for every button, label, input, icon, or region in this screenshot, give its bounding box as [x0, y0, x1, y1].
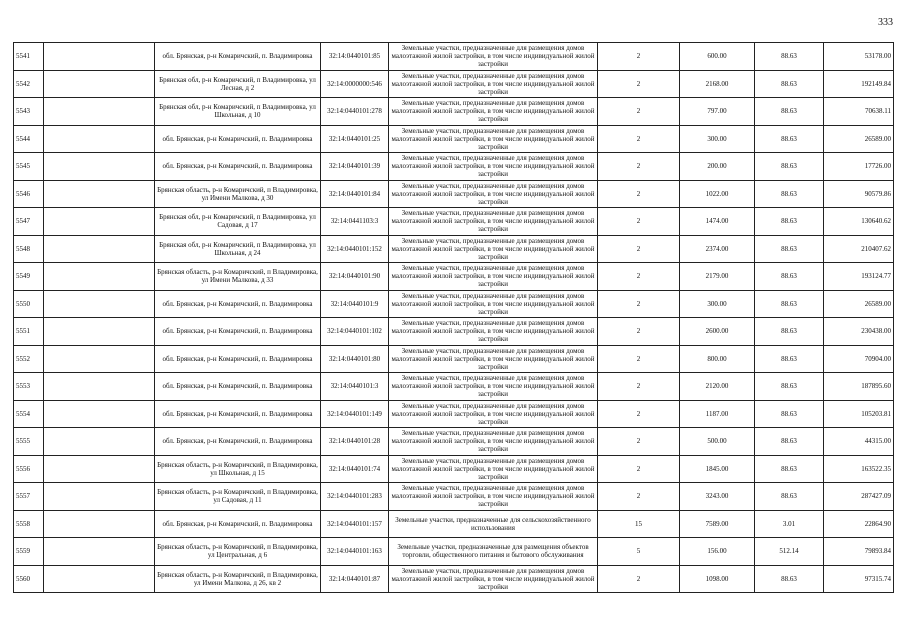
land-use-group-cell: 2	[598, 455, 680, 483]
table-row	[14, 565, 894, 593]
cadastral-number-cell: 32:14:0440101:84	[321, 180, 389, 208]
cadastral-value-cell: 193124.77	[824, 263, 894, 291]
table-row	[14, 455, 894, 483]
land-use-group-cell: 2	[598, 428, 680, 456]
table-row	[14, 43, 894, 71]
land-use-group-cell: 2	[598, 208, 680, 236]
cadastral-value-cell: 70638.11	[824, 98, 894, 126]
address-cell: обл. Брянская, р-н Комаричский, п. Владимировка	[155, 153, 321, 181]
cadastral-number-cell: 32:14:0440101:3	[321, 373, 389, 401]
spacer-cell	[44, 538, 155, 566]
cadastral-value-cell: 163522.35	[824, 455, 894, 483]
land-use-cell: Земельные участки, предназначенные для размещения домов малоэтажной жилой застройки, в том числе индивидуальной жилой застройки	[389, 373, 598, 401]
specific-value-cell: 512.14	[755, 538, 824, 566]
cadastral-value-cell: 53178.00	[824, 43, 894, 71]
land-use-group-cell: 2	[598, 483, 680, 511]
spacer-cell	[44, 290, 155, 318]
address-cell: Брянская область, р-н Комаричский, п Владимировка, ул Школьная, д 15	[155, 455, 321, 483]
cadastral-number-cell: 32:14:0440101:28	[321, 428, 389, 456]
address-cell: Брянская область, р-н Комаричский, п Владимировка, ул Центральная, д 6	[155, 538, 321, 566]
specific-value-cell: 88.63	[755, 318, 824, 346]
area-cell: 3243.00	[680, 483, 755, 511]
land-use-group-cell: 2	[598, 70, 680, 98]
cadastral-value-cell: 187895.60	[824, 373, 894, 401]
land-use-cell: Земельные участки, предназначенные для размещения домов малоэтажной жилой застройки, в том числе индивидуальной жилой застройки	[389, 70, 598, 98]
area-cell: 797.00	[680, 98, 755, 126]
row-number: 5543	[14, 98, 44, 126]
specific-value-cell: 88.63	[755, 483, 824, 511]
cadastral-number-cell: 32:14:0440101:9	[321, 290, 389, 318]
cadastral-number-cell: 32:14:0441103:3	[321, 208, 389, 236]
row-number: 5550	[14, 290, 44, 318]
table-row	[14, 208, 894, 236]
spacer-cell	[44, 263, 155, 291]
address-cell: обл. Брянская, р-н Комаричский, п. Владимировка	[155, 373, 321, 401]
spacer-cell	[44, 153, 155, 181]
page-number: 333	[878, 17, 893, 28]
land-use-cell: Земельные участки, предназначенные для размещения домов малоэтажной жилой застройки, в том числе индивидуальной жилой застройки	[389, 428, 598, 456]
cadastral-number-cell: 32:14:0440101:90	[321, 263, 389, 291]
land-use-group-cell: 2	[598, 565, 680, 593]
row-number: 5553	[14, 373, 44, 401]
specific-value-cell: 88.63	[755, 263, 824, 291]
spacer-cell	[44, 43, 155, 71]
land-use-cell: Земельные участки, предназначенные для размещения домов малоэтажной жилой застройки, в том числе индивидуальной жилой застройки	[389, 43, 598, 71]
cadastral-number-cell: 32:14:0440101:157	[321, 510, 389, 538]
row-number: 5558	[14, 510, 44, 538]
area-cell: 7589.00	[680, 510, 755, 538]
cadastral-number-cell: 32:14:0440101:85	[321, 43, 389, 71]
specific-value-cell: 88.63	[755, 98, 824, 126]
address-cell: обл. Брянская, р-н Комаричский, п. Владимировка	[155, 510, 321, 538]
address-cell: обл. Брянская, р-н Комаричский, п. Владимировка	[155, 428, 321, 456]
cadastral-value-cell: 210407.62	[824, 235, 894, 263]
area-cell: 2600.00	[680, 318, 755, 346]
cadastral-value-cell: 70904.00	[824, 345, 894, 373]
table-row	[14, 180, 894, 208]
spacer-cell	[44, 180, 155, 208]
row-number: 5554	[14, 400, 44, 428]
row-number: 5555	[14, 428, 44, 456]
area-cell: 2168.00	[680, 70, 755, 98]
land-use-cell: Земельные участки, предназначенные для размещения объектов торговли, общественного питания и бытового обслуживания	[389, 538, 598, 566]
row-number: 5557	[14, 483, 44, 511]
cadastral-value-table	[13, 42, 894, 593]
spacer-cell	[44, 345, 155, 373]
specific-value-cell: 88.63	[755, 565, 824, 593]
land-use-cell: Земельные участки, предназначенные для размещения домов малоэтажной жилой застройки, в том числе индивидуальной жилой застройки	[389, 345, 598, 373]
spacer-cell	[44, 208, 155, 236]
table-row	[14, 263, 894, 291]
specific-value-cell: 88.63	[755, 208, 824, 236]
land-use-group-cell: 2	[598, 125, 680, 153]
table-row	[14, 510, 894, 538]
row-number: 5547	[14, 208, 44, 236]
land-use-group-cell: 2	[598, 98, 680, 126]
specific-value-cell: 88.63	[755, 373, 824, 401]
address-cell: Брянская область, р-н Комаричский, п Владимировка, ул Имени Малкова, д 26, кв 2	[155, 565, 321, 593]
land-use-cell: Земельные участки, предназначенные для размещения домов малоэтажной жилой застройки, в том числе индивидуальной жилой застройки	[389, 263, 598, 291]
address-cell: Брянская область, р-н Комаричский, п Владимировка, ул Имени Малкова, д 30	[155, 180, 321, 208]
table-row	[14, 125, 894, 153]
row-number: 5559	[14, 538, 44, 566]
specific-value-cell: 88.63	[755, 125, 824, 153]
land-use-group-cell: 2	[598, 153, 680, 181]
spacer-cell	[44, 455, 155, 483]
area-cell: 1098.00	[680, 565, 755, 593]
row-number: 5545	[14, 153, 44, 181]
row-number: 5542	[14, 70, 44, 98]
specific-value-cell: 88.63	[755, 235, 824, 263]
area-cell: 2374.00	[680, 235, 755, 263]
area-cell: 1022.00	[680, 180, 755, 208]
land-use-cell: Земельные участки, предназначенные для размещения домов малоэтажной жилой застройки, в том числе индивидуальной жилой застройки	[389, 98, 598, 126]
area-cell: 1187.00	[680, 400, 755, 428]
specific-value-cell: 88.63	[755, 153, 824, 181]
area-cell: 600.00	[680, 43, 755, 71]
spacer-cell	[44, 125, 155, 153]
area-cell: 800.00	[680, 345, 755, 373]
cadastral-number-cell: 32:14:0000000:546	[321, 70, 389, 98]
land-use-cell: Земельные участки, предназначенные для размещения домов малоэтажной жилой застройки, в том числе индивидуальной жилой застройки	[389, 483, 598, 511]
spacer-cell	[44, 373, 155, 401]
land-use-cell: Земельные участки, предназначенные для сельскохозяйственного использования	[389, 510, 598, 538]
land-use-cell: Земельные участки, предназначенные для размещения домов малоэтажной жилой застройки, в том числе индивидуальной жилой застройки	[389, 153, 598, 181]
land-use-cell: Земельные участки, предназначенные для размещения домов малоэтажной жилой застройки, в том числе индивидуальной жилой застройки	[389, 235, 598, 263]
table-row	[14, 400, 894, 428]
cadastral-number-cell: 32:14:0440101:283	[321, 483, 389, 511]
table-row	[14, 235, 894, 263]
area-cell: 1474.00	[680, 208, 755, 236]
cadastral-value-cell: 44315.00	[824, 428, 894, 456]
land-use-group-cell: 2	[598, 373, 680, 401]
land-use-group-cell: 5	[598, 538, 680, 566]
land-use-cell: Земельные участки, предназначенные для размещения домов малоэтажной жилой застройки, в том числе индивидуальной жилой застройки	[389, 318, 598, 346]
land-use-group-cell: 2	[598, 43, 680, 71]
table-row	[14, 153, 894, 181]
cadastral-value-cell: 105203.81	[824, 400, 894, 428]
cadastral-number-cell: 32:14:0440101:102	[321, 318, 389, 346]
spacer-cell	[44, 483, 155, 511]
land-use-group-cell: 2	[598, 290, 680, 318]
cadastral-value-cell: 26589.00	[824, 125, 894, 153]
cadastral-number-cell: 32:14:0440101:278	[321, 98, 389, 126]
address-cell: обл. Брянская, р-н Комаричский, п. Владимировка	[155, 345, 321, 373]
table-row	[14, 483, 894, 511]
cadastral-value-cell: 97315.74	[824, 565, 894, 593]
spacer-cell	[44, 510, 155, 538]
cadastral-value-cell: 26589.00	[824, 290, 894, 318]
table-row	[14, 318, 894, 346]
area-cell: 300.00	[680, 125, 755, 153]
area-cell: 2120.00	[680, 373, 755, 401]
address-cell: обл. Брянская, р-н Комаричский, п. Владимировка	[155, 400, 321, 428]
address-cell: обл. Брянская, р-н Комаричский, п. Владимировка	[155, 43, 321, 71]
area-cell: 300.00	[680, 290, 755, 318]
cadastral-number-cell: 32:14:0440101:152	[321, 235, 389, 263]
land-use-group-cell: 2	[598, 318, 680, 346]
row-number: 5541	[14, 43, 44, 71]
table-row	[14, 345, 894, 373]
cadastral-value-cell: 90579.86	[824, 180, 894, 208]
table-row	[14, 428, 894, 456]
table-row	[14, 290, 894, 318]
specific-value-cell: 88.63	[755, 70, 824, 98]
row-number: 5551	[14, 318, 44, 346]
row-number: 5552	[14, 345, 44, 373]
land-use-group-cell: 2	[598, 400, 680, 428]
specific-value-cell: 88.63	[755, 43, 824, 71]
spacer-cell	[44, 70, 155, 98]
land-use-group-cell: 2	[598, 263, 680, 291]
address-cell: Брянская обл, р-н Комаричский, п Владимировка, ул Школьная, д 10	[155, 98, 321, 126]
cadastral-number-cell: 32:14:0440101:80	[321, 345, 389, 373]
address-cell: обл. Брянская, р-н Комаричский, п. Владимировка	[155, 318, 321, 346]
cadastral-value-cell: 22864.90	[824, 510, 894, 538]
land-use-group-cell: 2	[598, 180, 680, 208]
land-use-cell: Земельные участки, предназначенные для размещения домов малоэтажной жилой застройки, в том числе индивидуальной жилой застройки	[389, 290, 598, 318]
spacer-cell	[44, 235, 155, 263]
land-use-group-cell: 15	[598, 510, 680, 538]
specific-value-cell: 88.63	[755, 180, 824, 208]
address-cell: обл. Брянская, р-н Комаричский, п. Владимировка	[155, 125, 321, 153]
cadastral-number-cell: 32:14:0440101:87	[321, 565, 389, 593]
land-use-cell: Земельные участки, предназначенные для размещения домов малоэтажной жилой застройки, в том числе индивидуальной жилой застройки	[389, 208, 598, 236]
row-number: 5546	[14, 180, 44, 208]
cadastral-number-cell: 32:14:0440101:25	[321, 125, 389, 153]
spacer-cell	[44, 428, 155, 456]
area-cell: 156.00	[680, 538, 755, 566]
land-use-cell: Земельные участки, предназначенные для размещения домов малоэтажной жилой застройки, в том числе индивидуальной жилой застройки	[389, 455, 598, 483]
area-cell: 500.00	[680, 428, 755, 456]
cadastral-value-cell: 130640.62	[824, 208, 894, 236]
area-cell: 200.00	[680, 153, 755, 181]
spacer-cell	[44, 400, 155, 428]
table-row	[14, 98, 894, 126]
address-cell: Брянская область, р-н Комаричский, п Владимировка, ул Садовая, д 11	[155, 483, 321, 511]
row-number: 5544	[14, 125, 44, 153]
table-row	[14, 70, 894, 98]
table-row	[14, 373, 894, 401]
cadastral-value-cell: 230438.00	[824, 318, 894, 346]
address-cell: Брянская область, р-н Комаричский, п Владимировка, ул Имени Малкова, д 33	[155, 263, 321, 291]
spacer-cell	[44, 98, 155, 126]
address-cell: обл. Брянская, р-н Комаричский, п. Владимировка	[155, 290, 321, 318]
address-cell: Брянская обл, р-н Комаричский, п Владимировка, ул Лесная, д 2	[155, 70, 321, 98]
specific-value-cell: 88.63	[755, 290, 824, 318]
area-cell: 2179.00	[680, 263, 755, 291]
cadastral-number-cell: 32:14:0440101:39	[321, 153, 389, 181]
land-use-cell: Земельные участки, предназначенные для размещения домов малоэтажной жилой застройки, в том числе индивидуальной жилой застройки	[389, 180, 598, 208]
land-use-group-cell: 2	[598, 235, 680, 263]
land-use-group-cell: 2	[598, 345, 680, 373]
cadastral-value-cell: 17726.00	[824, 153, 894, 181]
specific-value-cell: 88.63	[755, 455, 824, 483]
cadastral-value-cell: 79893.84	[824, 538, 894, 566]
cadastral-number-cell: 32:14:0440101:163	[321, 538, 389, 566]
spacer-cell	[44, 565, 155, 593]
row-number: 5549	[14, 263, 44, 291]
cadastral-value-cell: 192149.84	[824, 70, 894, 98]
cadastral-number-cell: 32:14:0440101:74	[321, 455, 389, 483]
specific-value-cell: 3.01	[755, 510, 824, 538]
land-use-cell: Земельные участки, предназначенные для размещения домов малоэтажной жилой застройки, в том числе индивидуальной жилой застройки	[389, 565, 598, 593]
land-use-cell: Земельные участки, предназначенные для размещения домов малоэтажной жилой застройки, в том числе индивидуальной жилой застройки	[389, 125, 598, 153]
spacer-cell	[44, 318, 155, 346]
address-cell: Брянская обл, р-н Комаричский, п Владимировка, ул Садовая, д 17	[155, 208, 321, 236]
row-number: 5560	[14, 565, 44, 593]
land-use-cell: Земельные участки, предназначенные для размещения домов малоэтажной жилой застройки, в том числе индивидуальной жилой застройки	[389, 400, 598, 428]
cadastral-number-cell: 32:14:0440101:149	[321, 400, 389, 428]
row-number: 5548	[14, 235, 44, 263]
address-cell: Брянская обл, р-н Комаричский, п Владимировка, ул Школьная, д 24	[155, 235, 321, 263]
table-row	[14, 538, 894, 566]
row-number: 5556	[14, 455, 44, 483]
specific-value-cell: 88.63	[755, 345, 824, 373]
specific-value-cell: 88.63	[755, 428, 824, 456]
table-body	[14, 43, 894, 593]
specific-value-cell: 88.63	[755, 400, 824, 428]
cadastral-value-cell: 287427.09	[824, 483, 894, 511]
area-cell: 1845.00	[680, 455, 755, 483]
